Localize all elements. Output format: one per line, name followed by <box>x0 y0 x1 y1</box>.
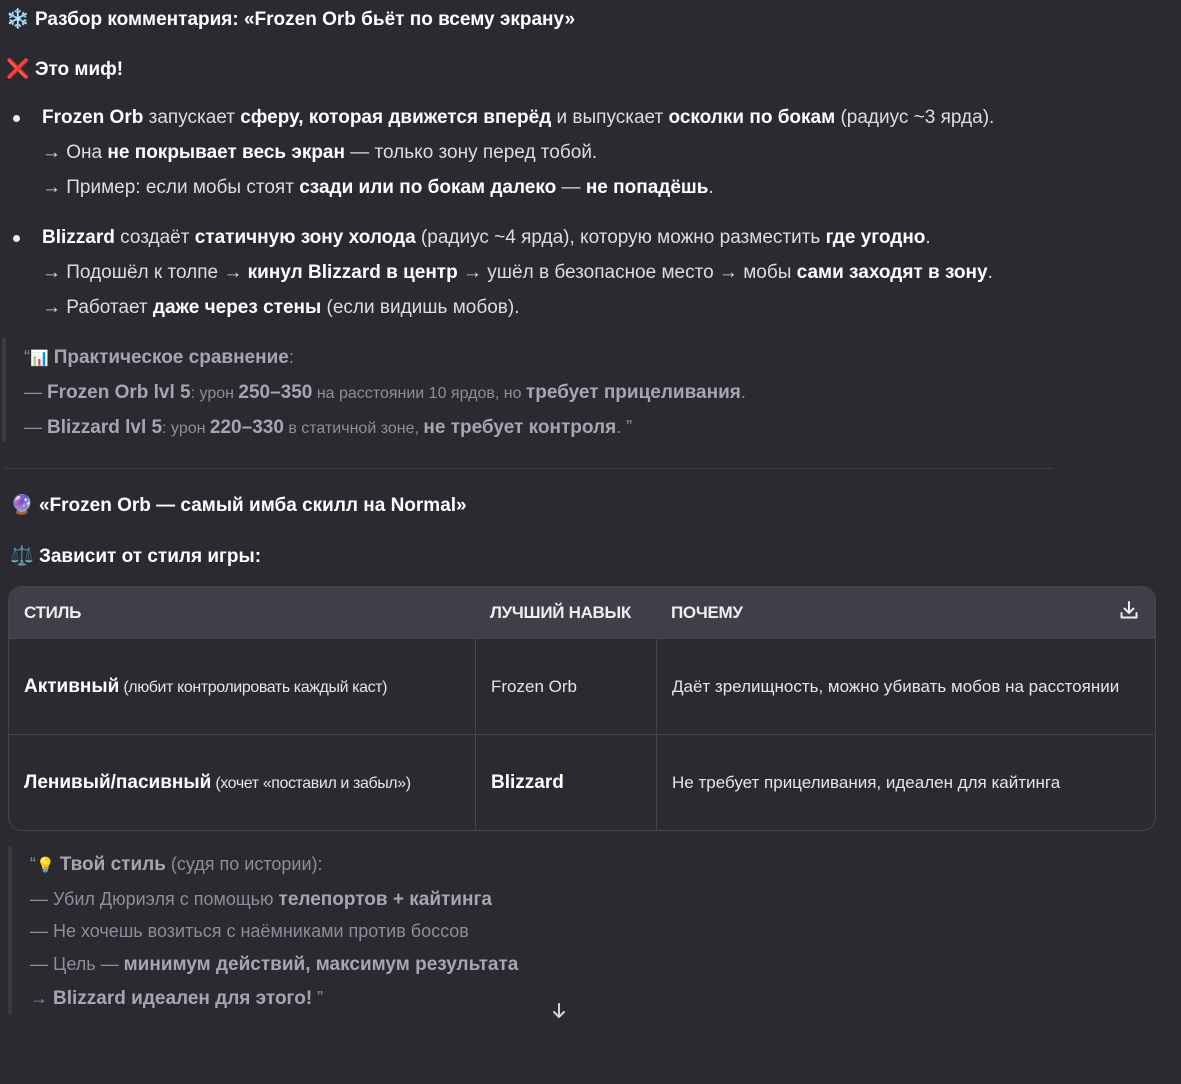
cell-style: Ленивый/пасивный (хочет «поставил и забыл») <box>9 734 475 830</box>
comparison-table <box>8 586 1156 831</box>
bar-chart-icon: 📊 <box>30 349 49 367</box>
verdict-text: Это миф! <box>34 59 124 80</box>
comparison-quote-title: “📊 Практическое сравнение: <box>24 347 294 368</box>
table-row <box>9 734 1155 830</box>
bullet-frozen-orb-line1: Frozen Orb запускает сферу, которая движется вперёд и выпускает осколки по бокам (радиус ~3 ярда). <box>42 107 995 128</box>
section-heading <box>6 7 575 31</box>
crystal-ball-icon: 🔮 <box>10 494 34 516</box>
cell-why: Не требует прицеливания, идеален для кайтинга <box>656 734 1155 830</box>
column-header-style: СТИЛЬ <box>24 602 82 622</box>
bullet-dot <box>13 115 20 122</box>
cell-skill: Blizzard <box>475 734 656 830</box>
arrow-down-icon[interactable] <box>550 1001 568 1026</box>
balance-scale-icon: ⚖️ <box>10 545 34 567</box>
section-heading-text: «Frozen Orb — самый имба скилл на Normal» <box>38 495 467 516</box>
comparison-quote-row1: — Frozen Orb lvl 5: урон 250–350 на расстоянии 10 ярдов, но требует прицеливания. <box>24 382 746 403</box>
cross-mark-icon: ❌ <box>6 58 30 80</box>
your-style-quote-row3: — Цель — минимум действий, максимум результата <box>30 954 519 975</box>
cell-style: Активный (любит контролировать каждый каст) <box>9 638 475 734</box>
blockquote-bar <box>8 846 12 1014</box>
your-style-quote-row2: — Не хочешь возиться с наёмниками против боссов <box>30 921 469 941</box>
comparison-quote-row2: — Blizzard lvl 5: урон 220–330 в статичной зоне, не требует контроля. ” <box>24 417 633 438</box>
your-style-quote-row4: → Blizzard идеален для этого! ” <box>30 988 324 1009</box>
verdict <box>6 57 123 81</box>
sub-heading <box>10 544 261 568</box>
your-style-quote-title: “💡 Твой стиль (судя по истории): <box>30 854 323 875</box>
section-heading <box>10 493 467 517</box>
sub-heading-text: Зависит от стиля игры: <box>38 546 262 567</box>
bullet-frozen-orb-line2: → Она не покрывает весь экран — только зону перед тобой. <box>42 142 598 163</box>
bullet-blizzard-line1: Blizzard создаёт статичную зону холода (радиус ~4 ярда), которую можно разместить где угодно. <box>42 227 931 248</box>
blockquote-bar <box>2 338 6 442</box>
table-row <box>9 638 1155 734</box>
cell-why: Даёт зрелищность, можно убивать мобов на расстоянии <box>656 638 1155 734</box>
section-heading-text: Разбор комментария: «Frozen Orb бьёт по всему экрану» <box>34 9 576 30</box>
download-icon[interactable] <box>1119 600 1139 625</box>
bullet-frozen-orb-line3: → Пример: если мобы стоят сзади или по бокам далеко — не попадёшь. <box>42 177 714 198</box>
column-header-why: ПОЧЕМУ <box>656 587 1155 638</box>
column-header-skill: ЛУЧШИЙ НАВЫК <box>490 602 631 622</box>
your-style-quote-row1: — Убил Дюриэля с помощью телепортов + кайтинга <box>30 889 492 910</box>
bullet-dot <box>13 235 20 242</box>
bullet-blizzard-line3: → Работает даже через стены (если видишь мобов). <box>42 297 520 318</box>
cell-skill: Frozen Orb <box>475 638 656 734</box>
divider <box>4 468 1053 469</box>
snowflake-icon: ❄️ <box>6 8 30 30</box>
bullet-blizzard-line2: → Подошёл к толпе → кинул Blizzard в центр → ушёл в безопасное место → мобы сами заходят в зону. <box>42 262 993 283</box>
light-bulb-icon: 💡 <box>36 856 55 874</box>
table-header-row <box>9 587 1155 638</box>
